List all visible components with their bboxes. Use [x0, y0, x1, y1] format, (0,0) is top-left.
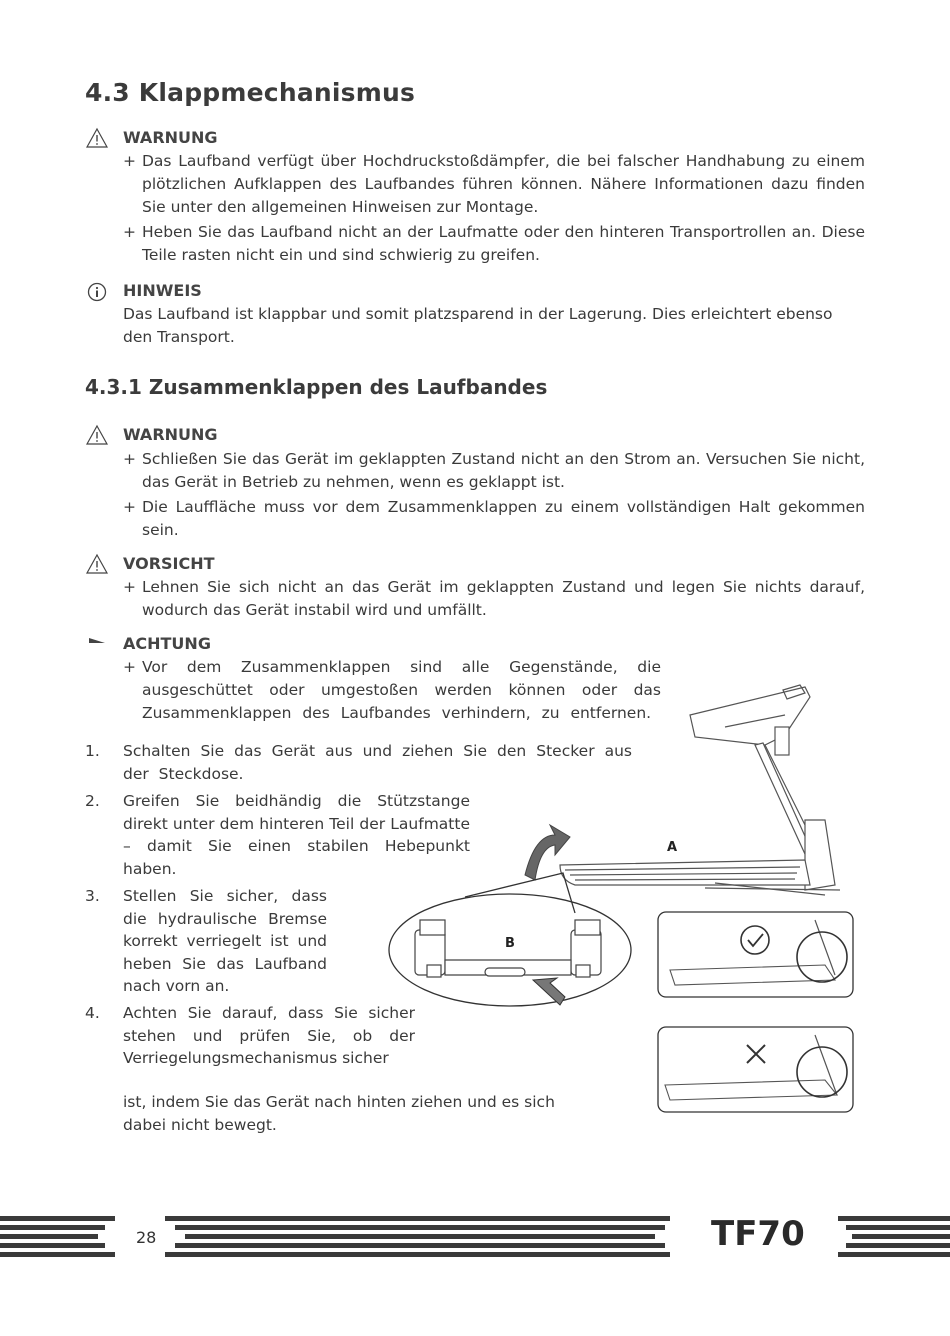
caution-item: [123, 576, 865, 622]
info-icon: [86, 281, 108, 303]
bullet-plus: +: [123, 223, 136, 241]
step-number: 4.: [85, 1004, 100, 1022]
warning-item-text: Schließen Sie das Gerät im geklappten Zustand nicht an den Strom an. Versuchen Sie nicht, das Gerät in Betrieb zu nehmen, wenn es geklappt ist.: [142, 450, 865, 491]
page-number: 28: [136, 1228, 157, 1247]
warning-triangle-icon: [86, 424, 108, 446]
warning-label: WARNUNG: [123, 425, 218, 444]
step-text: Stellen Sie sicher, dass die hydraulische Bremse korrekt verriegelt ist und heben Sie das Laufband nach vorn an.: [123, 887, 327, 995]
warning-item: [123, 448, 865, 494]
warning-label: WARNUNG: [123, 128, 218, 147]
step-text: Schalten Sie das Gerät aus und ziehen Sie den Stecker aus der Steckdose.: [123, 742, 632, 783]
model-name: TF70: [711, 1214, 805, 1254]
warning-item-text: Das Laufband verfügt über Hochdruckstoßdämpfer, die bei falscher Handhabung zu einem plötzlichen Aufklappen des Laufbandes führen können. Nähere Informationen dazu finden Sie unter den allgemeinen Hinweisen zur Montage.: [142, 152, 865, 216]
step-number: 3.: [85, 887, 100, 905]
warning-triangle-icon: [86, 127, 108, 149]
bullet-plus: +: [123, 152, 136, 170]
treadmill-folding-illustration: [385, 675, 855, 1130]
hint-label: HINWEIS: [123, 281, 202, 300]
caution-label: VORSICHT: [123, 554, 215, 573]
attention-label: ACHTUNG: [123, 634, 211, 653]
attention-item-text: Vor dem Zusammenklappen sind alle Gegenstände, die ausgeschüttet oder umgestoßen werden können oder das Zusammenklappen des Laufbandes verhindern, zu entfernen.: [142, 658, 661, 722]
bullet-plus: +: [123, 450, 136, 468]
warning-item: [123, 496, 865, 542]
warning-item-text: Heben Sie das Laufband nicht an der Laufmatte oder den hinteren Transportrollen an. Diese Teile rasten nicht ein und sind schwierig zu greifen.: [142, 223, 865, 264]
caution-item-text: Lehnen Sie sich nicht an das Gerät im geklappten Zustand und legen Sie nichts darauf, wodurch das Gerät instabil wird und umfällt.: [142, 578, 865, 619]
warning-item: [123, 221, 865, 267]
warning-item: [123, 150, 865, 219]
figure-label-a: A: [667, 840, 678, 855]
step-text-continued: ist, indem Sie das Gerät nach hinten ziehen und es sich dabei nicht bewegt.: [123, 1093, 555, 1134]
step-item: [85, 885, 327, 998]
bullet-plus: +: [123, 658, 136, 676]
bullet-plus: +: [123, 498, 136, 516]
bullet-plus: +: [123, 578, 136, 596]
step-number: 1.: [85, 742, 100, 760]
section-title: 4.3 Klappmechanismus: [85, 78, 416, 107]
figure-label-b: B: [505, 936, 515, 951]
warning-item-text: Die Lauffläche muss vor dem Zusammenklappen zu einem vollständigen Halt gekommen sein.: [142, 498, 865, 539]
subsection-title: 4.3.1 Zusammenklappen des Laufbandes: [85, 375, 548, 399]
step-text: Achten Sie darauf, dass Sie sicher stehen und prüfen Sie, ob der Verriegelungsmechanismus sicher: [123, 1004, 415, 1067]
step-item: [85, 1002, 415, 1070]
warning-triangle-icon: [86, 553, 108, 575]
step-text: Greifen Sie beidhändig die Stützstange direkt unter dem hinteren Teil der Laufmatte – damit Sie einen stabilen Hebepunkt haben.: [123, 792, 470, 878]
step-number: 2.: [85, 792, 100, 810]
flag-arrow-icon: [86, 632, 108, 654]
hint-text: Das Laufband ist klappbar und somit platzsparend in der Lagerung. Dies erleichtert ebenso den Transport.: [123, 305, 833, 346]
